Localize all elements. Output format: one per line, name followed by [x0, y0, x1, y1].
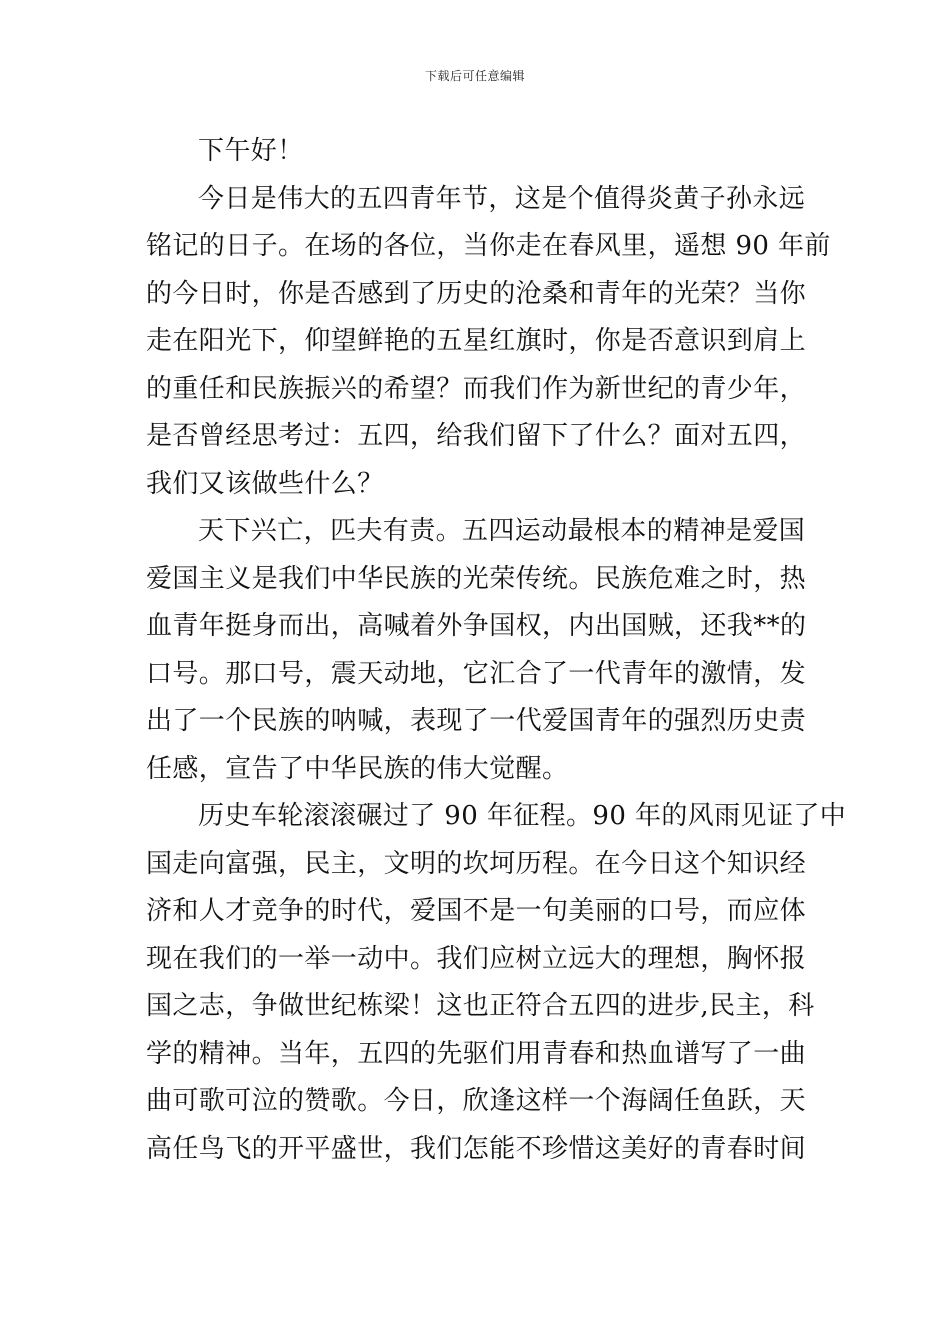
paragraph-2-line: 天下兴亡，匹夫有责。五四运动最根本的精神是爱国 — [198, 516, 806, 546]
paragraph-1-line: 今日是伟大的五四青年节，这是个值得炎黄子孙永远 — [198, 183, 806, 214]
paragraph-2-line: 血青年挺身而出，高喊着外争国权，内出国贼，还我**的 — [146, 611, 807, 641]
paragraph-2-line: 出了一个民族的呐喊，表现了一代爱国青年的强烈历史责 — [146, 706, 807, 736]
paragraph-2-line: 口号。那口号，震天动地，它汇合了一代青年的激情，发 — [146, 658, 807, 689]
paragraph-3-line: 历史车轮滚滚碾过了 90 年征程。90 年的风雨见证了中 — [198, 801, 847, 831]
paragraph-3-line: 现在我们的一举一动中。我们应树立远大的理想，胸怀报 — [146, 943, 807, 974]
paragraph-3-line: 济和人才竞争的时代，爱国不是一句美丽的口号，而应体 — [146, 896, 807, 926]
paragraph-1-line: 的重任和民族振兴的希望？而我们作为新世纪的青少年， — [146, 373, 807, 404]
speech-body — [146, 128, 847, 1173]
paragraph-3-line: 国之志，争做世纪栋梁！这也正符合五四的进步,民主，科 — [146, 991, 815, 1021]
paragraph-1-line: 我们又该做些什么？ — [146, 468, 384, 499]
page-header-note: 下载后可任意编辑 — [424, 69, 525, 83]
paragraph-3-line: 学的精神。当年，五四的先驱们用青春和热血谱写了一曲 — [146, 1038, 807, 1069]
paragraph-1-line: 铭记的日子。在场的各位，当你走在春风里，遥想 90 年前 — [146, 231, 831, 261]
paragraph-1-line: 走在阳光下，仰望鲜艳的五星红旗时，你是否意识到肩上 — [146, 326, 807, 356]
paragraph-1-line: 的今日时，你是否感到了历史的沧桑和青年的光荣？当你 — [146, 278, 807, 309]
greeting-line: 下午好！ — [198, 136, 304, 166]
paragraph-2-line: 爱国主义是我们中华民族的光荣传统。民族危难之时，热 — [146, 563, 807, 594]
paragraph-3-line: 曲可歌可泣的赞歌。今日，欣逢这样一个海阔任鱼跃，天 — [146, 1086, 807, 1116]
paragraph-1-line: 是否曾经思考过：五四，给我们留下了什么？面对五四， — [146, 421, 807, 451]
paragraph-2-line: 任感，宣告了中华民族的伟大觉醒。 — [146, 753, 569, 784]
paragraph-3-line: 高任鸟飞的开平盛世，我们怎能不珍惜这美好的青春时间 — [146, 1133, 807, 1164]
paragraph-3-line: 国走向富强，民主，文明的坎坷历程。在今日这个知识经 — [146, 848, 807, 879]
